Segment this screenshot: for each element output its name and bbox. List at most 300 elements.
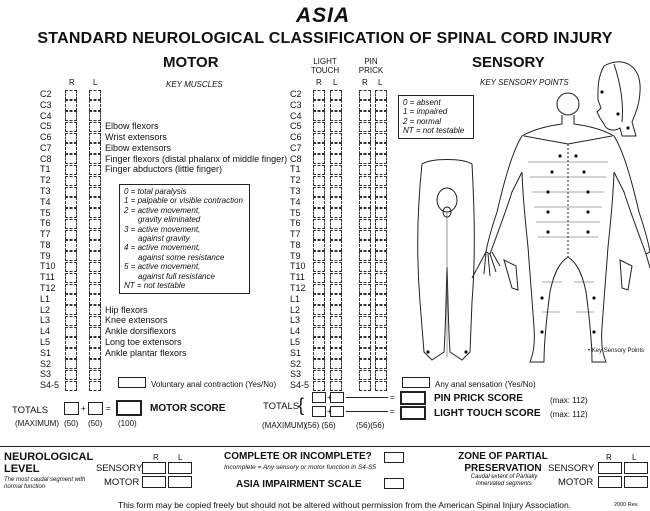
motor-level-label: T8 [40, 239, 51, 250]
motor-box-l[interactable] [89, 187, 101, 197]
motor-box-l[interactable] [89, 111, 101, 121]
pp-box-r[interactable] [359, 240, 371, 250]
lt-box-l[interactable] [330, 143, 342, 153]
lt-box-l[interactable] [330, 381, 342, 391]
equals-sign: = [106, 404, 111, 413]
bottom-divider [0, 446, 650, 447]
pp-box-r[interactable] [359, 359, 371, 369]
lt-box-r[interactable] [313, 284, 325, 294]
key-muscle-label: Hip flexors [105, 304, 148, 315]
motor-level-label: L3 [40, 315, 51, 326]
sensory-level-label: T4 [290, 196, 301, 207]
lt-box-r[interactable] [313, 133, 325, 143]
zone-title: ZONE OF PARTIAL PRESERVATION [458, 451, 548, 474]
pp-box-l[interactable] [375, 337, 387, 347]
lt-box-r[interactable] [313, 273, 325, 283]
neuro-motor-l[interactable] [168, 476, 192, 488]
lt-equals: = [390, 407, 395, 416]
zone-motor-l[interactable] [624, 476, 648, 488]
motor-level-label: T6 [40, 218, 51, 229]
sensory-level-label: S3 [290, 369, 302, 380]
pp-connector [346, 397, 388, 398]
lt-box-l[interactable] [330, 305, 342, 315]
zone-sensory-label: SENSORY [548, 463, 595, 474]
lt-box-r[interactable] [313, 262, 325, 272]
sensory-level-label: C8 [290, 153, 302, 164]
motor-level-label: C4 [40, 110, 52, 121]
motor-box-r[interactable] [65, 154, 77, 164]
sensory-level-label: T9 [290, 250, 301, 261]
sensory-level-label: S1 [290, 347, 302, 358]
pp-box-r[interactable] [359, 251, 371, 261]
motor-box-l[interactable] [89, 90, 101, 100]
motor-box-l[interactable] [89, 240, 101, 250]
lt-box-l[interactable] [330, 90, 342, 100]
pp-box-l[interactable] [375, 370, 387, 380]
pp-box-l[interactable] [375, 230, 387, 240]
pp-box-l[interactable] [375, 111, 387, 121]
motor-box-r[interactable] [65, 143, 77, 153]
lt-box-l[interactable] [330, 262, 342, 272]
lt-box-r[interactable] [313, 90, 325, 100]
lt-box-r[interactable] [313, 176, 325, 186]
pp-box-r[interactable] [359, 273, 371, 283]
pp-box-l[interactable] [375, 154, 387, 164]
zone-sub: Caudal extent of Partially innervated segments [470, 474, 538, 487]
motor-score-label: MOTOR SCORE [150, 403, 226, 414]
lt-box-l[interactable] [330, 284, 342, 294]
motor-level-label: T10 [40, 261, 56, 272]
motor-box-r[interactable] [65, 381, 77, 391]
motor-level-label: T4 [40, 196, 51, 207]
motor-level-label: T11 [40, 272, 55, 283]
lt-box-l[interactable] [330, 154, 342, 164]
pp-col-l: L [378, 78, 383, 87]
motor-box-r[interactable] [65, 219, 77, 229]
plus-sign: + [81, 404, 86, 413]
pp-box-l[interactable] [375, 133, 387, 143]
lt-box-l[interactable] [330, 230, 342, 240]
zone-r: R [606, 453, 612, 462]
sensory-level-label: S2 [290, 358, 302, 369]
motor-box-r[interactable] [65, 122, 77, 132]
motor-box-r[interactable] [65, 90, 77, 100]
motor-box-l[interactable] [89, 154, 101, 164]
motor-level-label: L2 [40, 304, 51, 315]
pp-box-l[interactable] [375, 348, 387, 358]
pp-box-l[interactable] [375, 316, 387, 326]
head-profile [597, 62, 640, 136]
motor-level-label: C5 [40, 121, 52, 132]
sensory-max-pp: (56)(56) [356, 421, 385, 430]
pp-box-l[interactable] [375, 187, 387, 197]
light-touch-max: (max: 112) [550, 410, 588, 419]
motor-box-r[interactable] [65, 197, 77, 207]
pp-box-r[interactable] [359, 165, 371, 175]
pp-box-l[interactable] [375, 219, 387, 229]
lt-box-l[interactable] [330, 219, 342, 229]
motor-level-label: T5 [40, 207, 51, 218]
motor-box-r[interactable] [65, 370, 77, 380]
sensory-level-label: L1 [290, 293, 301, 304]
asia-logo: ASIA [296, 4, 351, 27]
lt-box-l[interactable] [330, 251, 342, 261]
motor-box-r[interactable] [65, 240, 77, 250]
lt-box-r[interactable] [313, 316, 325, 326]
pp-box-l[interactable] [375, 294, 387, 304]
dermatome-diagram [392, 52, 650, 374]
motor-box-r[interactable] [65, 165, 77, 175]
revision-label: 2000 Rev. [614, 502, 639, 508]
pp-box-r[interactable] [359, 294, 371, 304]
lt-box-r[interactable] [313, 111, 325, 121]
pp-box-r[interactable] [359, 381, 371, 391]
lt-box-l[interactable] [330, 273, 342, 283]
asia-scale-box[interactable] [384, 478, 404, 489]
sensory-level-label: L4 [290, 326, 301, 337]
motor-box-r[interactable] [65, 133, 77, 143]
pp-box-r[interactable] [359, 154, 371, 164]
motor-box-l[interactable] [89, 165, 101, 175]
motor-max-l: (50) [88, 419, 103, 428]
key-muscle-label: Wrist extensors [105, 132, 167, 143]
motor-box-r[interactable] [65, 251, 77, 261]
back-lower-body [418, 160, 474, 361]
pin-prick-score-box[interactable] [400, 391, 426, 405]
motor-max-total: (100) [118, 419, 137, 428]
pp-box-r[interactable] [359, 327, 371, 337]
lt-box-r[interactable] [313, 187, 325, 197]
pin-prick-label: PIN PRICK [358, 57, 384, 75]
lt-box-r[interactable] [313, 305, 325, 315]
light-touch-score-box[interactable] [400, 406, 426, 420]
front-head [557, 93, 579, 115]
motor-score-box[interactable] [116, 400, 142, 416]
motor-level-label: T7 [40, 229, 51, 240]
pp-equals: = [390, 393, 395, 402]
pp-box-r[interactable] [359, 316, 371, 326]
sensory-grade-legend: 0 = absent 1 = impaired 2 = normal NT = not testable [398, 95, 474, 139]
motor-box-r[interactable] [65, 176, 77, 186]
motor-box-r[interactable] [65, 316, 77, 326]
lt-box-r[interactable] [313, 143, 325, 153]
motor-box-l[interactable] [89, 359, 101, 369]
lt-box-r[interactable] [313, 327, 325, 337]
complete-box[interactable] [384, 452, 404, 463]
pp-box-l[interactable] [375, 100, 387, 110]
sensory-level-label: T2 [290, 175, 301, 186]
sensory-level-label: C2 [290, 89, 302, 99]
motor-box-l[interactable] [89, 219, 101, 229]
motor-box-r[interactable] [65, 262, 77, 272]
pp-box-r[interactable] [359, 230, 371, 240]
voluntary-anal-label: Voluntary anal contraction (Yes/No) [151, 380, 277, 389]
pp-box-l[interactable] [375, 197, 387, 207]
zone-motor-label: MOTOR [558, 477, 594, 488]
lt-box-l[interactable] [330, 197, 342, 207]
sensory-level-label: T8 [290, 239, 301, 250]
sensory-level-label: L5 [290, 336, 301, 347]
lt-box-r[interactable] [313, 240, 325, 250]
sensory-max-lt: (56) (56) [305, 421, 336, 430]
motor-box-l[interactable] [89, 143, 101, 153]
lt-box-l[interactable] [330, 165, 342, 175]
left-hand [472, 252, 500, 278]
neuro-sensory-l[interactable] [168, 462, 192, 474]
motor-box-r[interactable] [65, 111, 77, 121]
pp-box-r[interactable] [359, 100, 371, 110]
motor-level-label: C7 [40, 142, 52, 153]
key-muscle-label: Knee extensors [105, 315, 168, 326]
pin-prick-score-label: PIN PRICK SCORE [434, 393, 523, 404]
pp-box-l[interactable] [375, 176, 387, 186]
pp-box-l[interactable] [375, 262, 387, 272]
key-muscle-label: Elbow flexors [105, 121, 159, 132]
sensory-level-label: T1 [290, 164, 301, 175]
neuro-level-sub: The most caudal segment with normal function [4, 477, 86, 490]
totals-brace: { [298, 395, 305, 415]
key-muscles-label: KEY MUSCLES [166, 80, 223, 89]
lt-box-l[interactable] [330, 359, 342, 369]
motor-box-l[interactable] [89, 348, 101, 358]
lt-box-l[interactable] [330, 122, 342, 132]
lt-box-r[interactable] [313, 208, 325, 218]
lt-box-r[interactable] [313, 219, 325, 229]
sensory-level-label: L2 [290, 304, 301, 315]
pp-total-l[interactable] [330, 392, 344, 403]
motor-title: MOTOR [163, 54, 219, 71]
anal-sensation-label: Any anal sensation (Yes/No) [435, 380, 536, 389]
motor-box-l[interactable] [89, 284, 101, 294]
motor-box-l[interactable] [89, 208, 101, 218]
lt-box-l[interactable] [330, 327, 342, 337]
motor-box-l[interactable] [89, 230, 101, 240]
motor-box-l[interactable] [89, 381, 101, 391]
key-muscle-label: Elbow extensors [105, 142, 172, 153]
motor-box-l[interactable] [89, 122, 101, 132]
sensory-level-label: T6 [290, 218, 301, 229]
sensory-level-label: T11 [290, 272, 305, 283]
pp-box-r[interactable] [359, 219, 371, 229]
lt-box-r[interactable] [313, 122, 325, 132]
sensory-level-label: T10 [290, 261, 306, 272]
motor-box-r[interactable] [65, 273, 77, 283]
pp-box-l[interactable] [375, 240, 387, 250]
pp-box-r[interactable] [359, 337, 371, 347]
lt-box-r[interactable] [313, 165, 325, 175]
motor-box-l[interactable] [89, 305, 101, 315]
sensory-level-label: C7 [290, 142, 302, 153]
pp-box-l[interactable] [375, 381, 387, 391]
pp-box-l[interactable] [375, 90, 387, 100]
motor-box-l[interactable] [89, 197, 101, 207]
motor-level-label: T1 [40, 164, 51, 175]
motor-grade-legend: 0 = total paralysis 1 = palpable or visible contraction 2 = active movement, gravity eliminated 3 = active movement, against gravity 4 = active movement, against some resistance 5 = active movement, against full resistance NT = not testable [119, 184, 250, 294]
pp-box-r[interactable] [359, 143, 371, 153]
sensory-title: SENSORY [472, 54, 545, 71]
lt-box-r[interactable] [313, 359, 325, 369]
motor-level-label: S1 [40, 347, 52, 358]
pp-box-r[interactable] [359, 122, 371, 132]
lt-box-l[interactable] [330, 337, 342, 347]
key-muscle-label: Finger flexors (distal phalanx of middle finger) [105, 153, 288, 164]
lt-col-r: R [316, 78, 322, 87]
sensory-level-label: T3 [290, 186, 301, 197]
motor-box-l[interactable] [89, 370, 101, 380]
lt-box-l[interactable] [330, 294, 342, 304]
zone-motor-r[interactable] [598, 476, 622, 488]
sensory-level-label: C6 [290, 132, 302, 143]
complete-sub: Incomplete = Any sensory or motor function in S4-S5 [224, 464, 377, 471]
lt-box-r[interactable] [313, 381, 325, 391]
asia-scale-label: ASIA IMPAIRMENT SCALE [236, 479, 362, 490]
key-muscle-label: Ankle plantar flexors [105, 347, 187, 358]
motor-box-r[interactable] [65, 294, 77, 304]
lt-box-r[interactable] [313, 348, 325, 358]
neuro-l: L [178, 453, 183, 462]
lt-box-r[interactable] [313, 197, 325, 207]
motor-box-l[interactable] [89, 327, 101, 337]
motor-box-l[interactable] [89, 251, 101, 261]
lt-box-l[interactable] [330, 187, 342, 197]
pp-box-r[interactable] [359, 90, 371, 100]
key-muscle-label: Long toe extensors [105, 336, 182, 347]
motor-box-l[interactable] [89, 262, 101, 272]
pp-box-r[interactable] [359, 370, 371, 380]
pp-box-l[interactable] [375, 359, 387, 369]
lt-box-l[interactable] [330, 133, 342, 143]
sensory-level-label: C3 [290, 99, 302, 110]
pp-box-l[interactable] [375, 165, 387, 175]
lt-box-l[interactable] [330, 208, 342, 218]
sensory-level-label: T12 [290, 283, 306, 294]
motor-box-l[interactable] [89, 316, 101, 326]
motor-box-l[interactable] [89, 294, 101, 304]
zone-sensory-l[interactable] [624, 462, 648, 474]
complete-title: COMPLETE OR INCOMPLETE? [224, 451, 372, 462]
motor-level-label: L4 [40, 326, 51, 337]
pp-box-l[interactable] [375, 208, 387, 218]
lt-box-r[interactable] [313, 100, 325, 110]
neuro-sensory-label: SENSORY [96, 463, 143, 474]
lt-box-r[interactable] [313, 230, 325, 240]
motor-level-label: T3 [40, 186, 51, 197]
pp-plus: + [327, 393, 332, 402]
sensory-level-label: C5 [290, 121, 302, 132]
lt-total-l[interactable] [330, 406, 344, 417]
motor-box-r[interactable] [65, 359, 77, 369]
motor-totals-label: TOTALS [12, 405, 49, 416]
neuro-motor-label: MOTOR [104, 477, 140, 488]
motor-level-label: S4-5 [40, 380, 60, 391]
motor-box-r[interactable] [65, 100, 77, 110]
motor-level-label: S3 [40, 369, 52, 380]
pp-box-l[interactable] [375, 273, 387, 283]
lt-box-r[interactable] [313, 154, 325, 164]
pp-box-l[interactable] [375, 284, 387, 294]
pp-box-r[interactable] [359, 208, 371, 218]
pp-box-l[interactable] [375, 327, 387, 337]
motor-level-label: C8 [40, 153, 52, 164]
pp-box-r[interactable] [359, 187, 371, 197]
sensory-level-label: T5 [290, 207, 301, 218]
sensory-level-label: S4-5 [290, 380, 310, 391]
motor-box-r[interactable] [65, 327, 77, 337]
motor-box-r[interactable] [65, 348, 77, 358]
lt-box-l[interactable] [330, 100, 342, 110]
lt-box-r[interactable] [313, 294, 325, 304]
pp-total-r[interactable] [312, 392, 326, 403]
motor-total-l[interactable] [88, 402, 103, 415]
light-touch-label: LIGHT TOUCH [310, 57, 340, 75]
motor-level-label: T2 [40, 175, 51, 186]
lt-box-r[interactable] [313, 370, 325, 380]
motor-level-label: L1 [40, 293, 51, 304]
lt-connector [346, 411, 388, 412]
pp-box-r[interactable] [359, 111, 371, 121]
lt-box-r[interactable] [313, 251, 325, 261]
copyright-note: This form may be copied freely but should not be altered without permission from the American Spinal Injury Association. [118, 500, 572, 510]
lt-box-l[interactable] [330, 240, 342, 250]
lt-box-l[interactable] [330, 176, 342, 186]
motor-box-l[interactable] [89, 273, 101, 283]
sensory-max-label: (MAXIMUM) [262, 421, 306, 430]
sensory-level-label: L3 [290, 315, 301, 326]
motor-box-r[interactable] [65, 230, 77, 240]
neuro-level-title: NEUROLOGICAL LEVEL [4, 451, 94, 475]
lt-total-r[interactable] [312, 406, 326, 417]
pp-box-r[interactable] [359, 262, 371, 272]
motor-box-r[interactable] [65, 337, 77, 347]
key-sensory-label: KEY SENSORY POINTS [480, 78, 569, 87]
pp-box-r[interactable] [359, 305, 371, 315]
pp-box-r[interactable] [359, 176, 371, 186]
motor-box-l[interactable] [89, 133, 101, 143]
neuro-motor-r[interactable] [142, 476, 166, 488]
zone-sensory-r[interactable] [598, 462, 622, 474]
sensory-level-label: T7 [290, 229, 301, 240]
lt-box-r[interactable] [313, 337, 325, 347]
sensory-totals-label: TOTALS [263, 401, 300, 412]
anal-sensation-box[interactable] [402, 377, 430, 388]
lt-box-l[interactable] [330, 370, 342, 380]
pp-box-r[interactable] [359, 197, 371, 207]
pp-box-r[interactable] [359, 133, 371, 143]
motor-box-r[interactable] [65, 305, 77, 315]
motor-level-label: T9 [40, 250, 51, 261]
pp-box-l[interactable] [375, 143, 387, 153]
neuro-sensory-r[interactable] [142, 462, 166, 474]
pp-box-l[interactable] [375, 122, 387, 132]
form-title: STANDARD NEUROLOGICAL CLASSIFICATION OF SPINAL CORD INJURY [37, 30, 613, 47]
motor-box-l[interactable] [89, 176, 101, 186]
motor-box-l[interactable] [89, 337, 101, 347]
lt-box-l[interactable] [330, 316, 342, 326]
motor-box-r[interactable] [65, 284, 77, 294]
motor-total-r[interactable] [64, 402, 79, 415]
lt-box-l[interactable] [330, 111, 342, 121]
pp-box-l[interactable] [375, 251, 387, 261]
motor-box-r[interactable] [65, 208, 77, 218]
pp-box-r[interactable] [359, 284, 371, 294]
pp-box-l[interactable] [375, 305, 387, 315]
motor-box-r[interactable] [65, 187, 77, 197]
motor-box-l[interactable] [89, 100, 101, 110]
pp-box-r[interactable] [359, 348, 371, 358]
voluntary-anal-box[interactable] [118, 377, 146, 388]
light-touch-score-label: LIGHT TOUCH SCORE [434, 408, 541, 419]
lt-box-l[interactable] [330, 348, 342, 358]
